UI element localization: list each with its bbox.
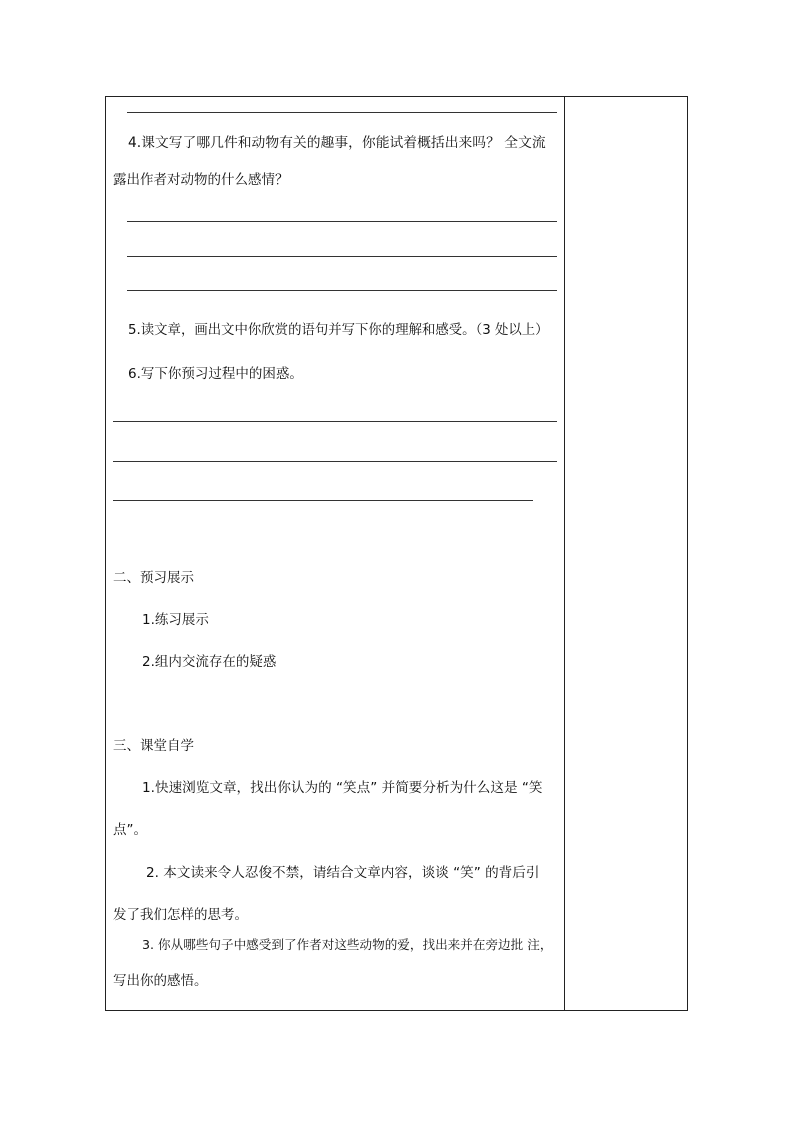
main-content-cell bbox=[106, 97, 564, 1010]
answer-line bbox=[127, 221, 557, 222]
section-3-item-1-line1: 1.快速浏览文章，找出你认为的 “笑点” 并简要分析为什么这是 “笑 bbox=[142, 780, 543, 796]
answer-line bbox=[113, 461, 557, 462]
section-2-item-1: 1.练习展示 bbox=[142, 612, 209, 628]
question-6: 6.写下你预习过程中的困惑。 bbox=[128, 366, 303, 382]
question-4-line2: 露出作者对动物的什么感情？ bbox=[113, 172, 289, 188]
answer-line bbox=[127, 290, 557, 291]
question-4-line1: 4.课文写了哪几件和动物有关的趣事，你能试着概括出来吗？ 全文流 bbox=[128, 135, 546, 151]
annotation-cell bbox=[565, 97, 687, 1010]
section-2-heading: 二、预习展示 bbox=[113, 570, 194, 586]
section-3-item-2-line1: 2. 本文读来令人忍俊不禁，请结合文章内容，谈谈 “笑” 的背后引 bbox=[146, 865, 540, 881]
section-3-item-3-line2: 写出你的感悟。 bbox=[113, 973, 208, 989]
section-3-item-3-line1: 3. 你从哪些句子中感受到了作者对这些动物的爱，找出来并在旁边批 注， bbox=[142, 937, 553, 952]
question-5: 5.读文章，画出文中你欣赏的语句并写下你的理解和感受。（3 处以上） bbox=[128, 323, 549, 338]
section-3-item-1-line2: 点”。 bbox=[113, 822, 147, 838]
answer-line bbox=[113, 421, 557, 422]
worksheet-table bbox=[105, 96, 688, 1011]
answer-line bbox=[127, 256, 557, 257]
answer-line bbox=[127, 112, 557, 113]
section-2-item-2: 2.组内交流存在的疑惑 bbox=[142, 654, 277, 670]
answer-line bbox=[113, 500, 533, 501]
section-3-item-2-line2: 发了我们怎样的思考。 bbox=[113, 907, 248, 923]
section-3-heading: 三、课堂自学 bbox=[113, 738, 194, 754]
